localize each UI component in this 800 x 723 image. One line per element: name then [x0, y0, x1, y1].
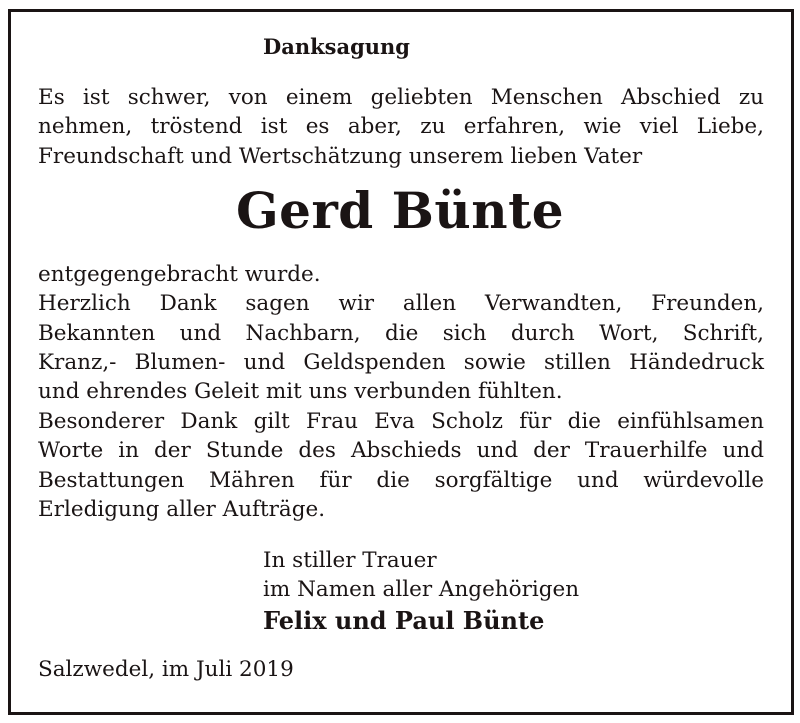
special-thanks-paragraph: [38, 407, 764, 524]
special-thanks-line: Besonderer Dank gilt Frau Eva Scholz für die einfühlsamen: [38, 409, 764, 434]
deceased-name: Gerd Bünte: [235, 181, 565, 240]
special-thanks-line: Erledigung aller Aufträge.: [38, 496, 326, 522]
intro-line: Es ist schwer, von einem geliebten Menschen Abschied zu: [38, 85, 764, 110]
special-thanks-line: Worte in der Stunde des Abschieds und der Trauerhilfe und: [38, 438, 764, 464]
signature-line-mourning: In stiller Trauer: [263, 548, 437, 573]
thanks-line: entgegengebracht wurde.: [38, 262, 321, 287]
intro-line: nehmen, tröstend ist es aber, zu erfahren, wie viel Liebe,: [38, 114, 764, 140]
place-date: Salzwedel, im Juli 2019: [38, 657, 294, 682]
thanks-line: Herzlich Dank sagen wir allen Verwandten, Freunden,: [38, 291, 764, 317]
thanks-paragraph: [38, 260, 764, 406]
thanks-line: und ehrendes Geleit mit uns verbunden fühlten.: [38, 379, 563, 405]
intro-line: Freundschaft und Wertschätzung unserem lieben Vater: [38, 143, 643, 169]
thanks-line: Bekannten und Nachbarn, die sich durch Wort, Schrift,: [38, 320, 764, 346]
signature-names: Felix und Paul Bünte: [263, 606, 545, 635]
signature-line-relatives: im Namen aller Angehörigen: [263, 577, 580, 603]
notice-heading: Danksagung: [263, 34, 410, 59]
signature-block: [263, 546, 579, 605]
thanks-line: Kranz,- Blumen- und Geldspenden sowie stillen Händedruck: [38, 349, 764, 375]
special-thanks-line: Bestattungen Mähren für die sorgfältige und würdevolle: [38, 467, 764, 493]
intro-paragraph: [38, 83, 764, 171]
